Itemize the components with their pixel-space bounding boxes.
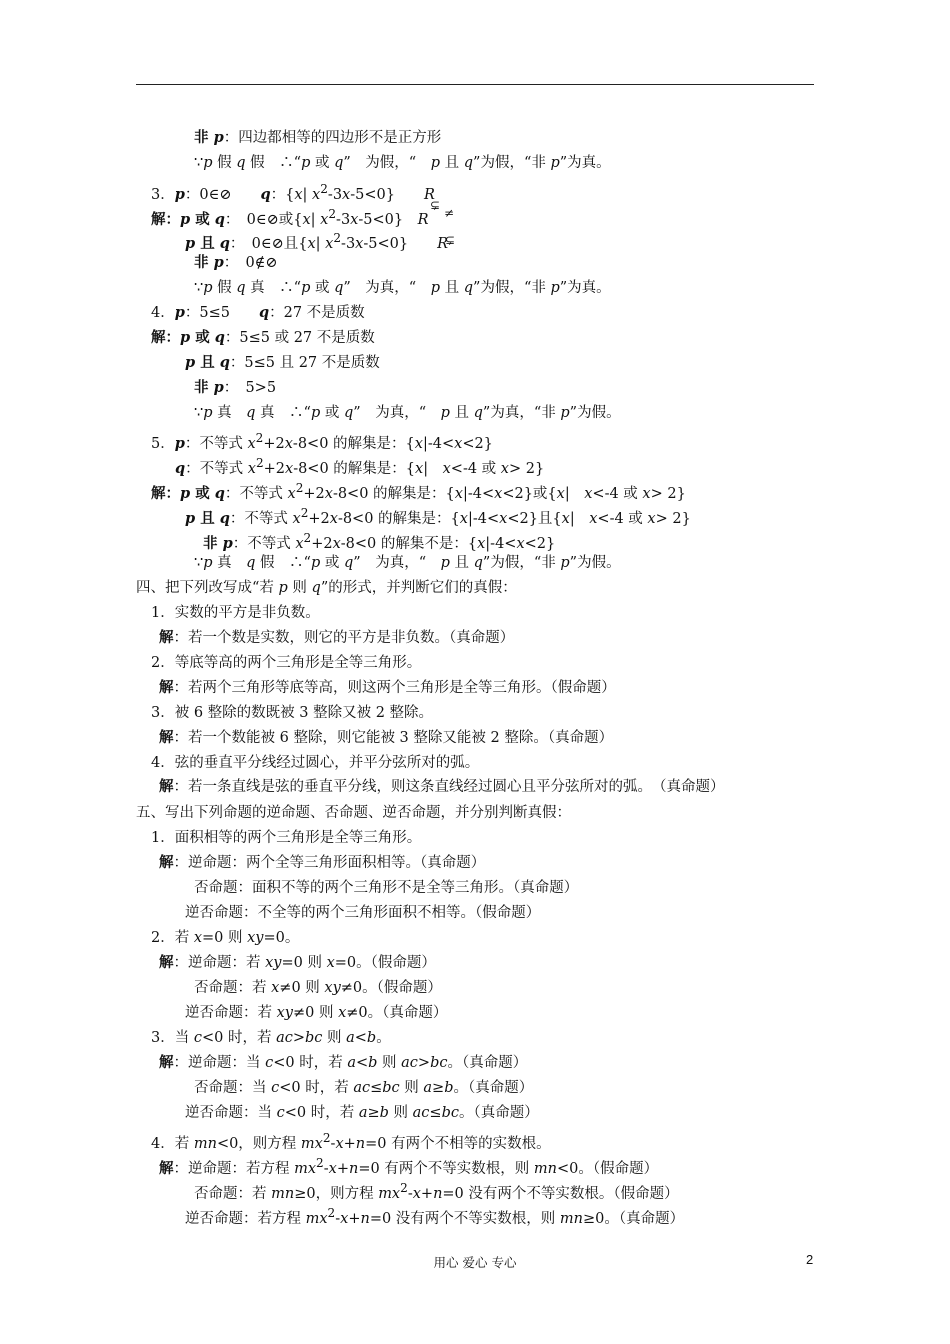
text-line: 逆否命题：当 c<0 时，若 a≥b 则 ac≤bc。（真命题） (185, 1105, 539, 1121)
text-line: 解：p 或 q：5≤5 或 27 不是质数 (151, 329, 375, 346)
text-line: 2．若 x=0 则 xy=0。 (151, 930, 300, 946)
text-line: 四、把下列改写成“若 p 则 q”的形式，并判断它们的真假： (136, 580, 517, 596)
proper-subset-symbol: ≠ (444, 206, 455, 220)
text-line: p 且 q：不等式 $x^2+2x-8<0$ 的解集是：{x|-4<x<2}且{x| x<-4 或 x> 2} (185, 506, 691, 527)
text-line: 五、写出下列命题的逆命题、否命题、逆否命题，并分别判断真假： (136, 805, 571, 821)
text-line: 解：逆命题：若方程 $mx^2-x+n=0$ 有两个不等实数根，则 mn<0。（假命题） (159, 1156, 659, 1177)
text-line: 5．p：不等式 $x^2+2x-8<0$ 的解集是：{x|-4<x<2} (151, 431, 493, 452)
text-line: q：不等式 $x^2+2x-8<0$ 的解集是：{x| x<-4 或 x> 2} (175, 456, 545, 477)
text-line: 非 p：不等式 $x^2+2x-8<0$ 的解集不是：{x|-4<x<2} (203, 531, 556, 552)
text-line: 解：若一个数能被 6 整除，则它能被 3 整除又能被 2 整除。（真命题） (159, 729, 614, 746)
text-line: ∵p 真 q 假 ∴“p 或 q” 为真，“ p 且 q”为假，“非 p”为假。 (194, 555, 621, 571)
text-line: p 且 q： 0∈⊘且{x| $x^2-3x-5<0$} R (185, 231, 449, 252)
text-line: 解：若一个数是实数，则它的平方是非负数。（真命题） (159, 629, 515, 646)
text-line: 逆否命题：若 xy≠0 则 x≠0。（真命题） (185, 1005, 448, 1021)
text-line: 解：p 或 q： 0∈⊘或{x| $x^2-3x-5<0$} R (151, 207, 429, 228)
text-line: 逆否命题：不全等的两个三角形面积不相等。（假命题） (185, 905, 541, 921)
text-line: 解：p 或 q：不等式 $x^2+2x-8<0$ 的解集是：{x|-4<x<2}或{x| x<-4 或 x> 2} (151, 481, 686, 502)
text-line: 3．当 c<0 时，若 ac>bc 则 a<b。 (151, 1030, 391, 1046)
text-line: 解：逆命题：当 c<0 时，若 a<b 则 ac>bc。（真命题） (159, 1054, 528, 1071)
text-line: ∵p 假 q 假 ∴“p 或 q” 为假，“ p 且 q”为假，“非 p”为真。 (194, 155, 611, 171)
page-footer: 用心 爱心 专心 (433, 1255, 517, 1270)
text-line: 解：逆命题：两个全等三角形面积相等。（真命题） (159, 854, 486, 871)
text-line: 4．弦的垂直平分线经过圆心，并平分弦所对的弧。 (151, 755, 480, 771)
text-line: 解：若一条直线是弦的垂直平分线，则这条直线经过圆心且平分弦所对的弧。 （真命题） (159, 778, 725, 795)
text-line: 3．p：0∈⊘ q：{x| $x^2-3x-5<0$} R (151, 182, 435, 203)
header-rule (136, 84, 814, 85)
text-line: 解：逆命题：若 xy=0 则 x=0。（假命题） (159, 954, 436, 971)
text-line: 否命题：若 x≠0 则 xy≠0。（假命题） (194, 980, 442, 996)
proper-subset-symbol: ⊊ (430, 198, 441, 212)
proper-subset-symbol: ⊊ (445, 233, 456, 247)
text-line: 否命题：当 c<0 时，若 ac≤bc 则 a≥b。（真命题） (194, 1080, 534, 1096)
text-line: 否命题：若 mn≥0，则方程 $mx^2-x+n=0$ 没有两个不等实数根。（假命题） (194, 1181, 679, 1202)
text-line: 非 p： 0∉⊘ (194, 254, 278, 271)
text-line: 逆否命题：若方程 $mx^2-x+n=0$ 没有两个不等实数根，则 mn≥0。（真命题） (185, 1206, 685, 1227)
text-line: 3．被 6 整除的数既被 3 整除又被 2 整除。 (151, 705, 434, 721)
text-line: ∵p 真 q 真 ∴“p 或 q” 为真，“ p 且 q”为真，“非 p”为假。 (194, 405, 621, 421)
text-line: 非 p：四边都相等的四边形不是正方形 (194, 129, 442, 146)
text-line: 1．面积相等的两个三角形是全等三角形。 (151, 830, 422, 846)
text-line: 4．若 mn<0，则方程 $mx^2-x+n=0$ 有两个不相等的实数根。 (151, 1131, 551, 1152)
text-line: 否命题：面积不等的两个三角形不是全等三角形。（真命题） (194, 880, 579, 896)
page-number: 2 (806, 1252, 814, 1267)
text-line: 解：若两个三角形等底等高，则这两个三角形是全等三角形。（假命题） (159, 679, 616, 696)
text-line: ∵p 假 q 真 ∴“p 或 q” 为真，“ p 且 q”为假，“非 p”为真。 (194, 280, 611, 296)
text-line: 1．实数的平方是非负数。 (151, 605, 320, 621)
text-line: 非 p： 5>5 (194, 379, 277, 396)
text-line: p 且 q：5≤5 且 27 不是质数 (185, 354, 380, 371)
text-line: 4．p：5≤5 q：27 不是质数 (151, 304, 365, 321)
text-line: 2．等底等高的两个三角形是全等三角形。 (151, 655, 422, 671)
